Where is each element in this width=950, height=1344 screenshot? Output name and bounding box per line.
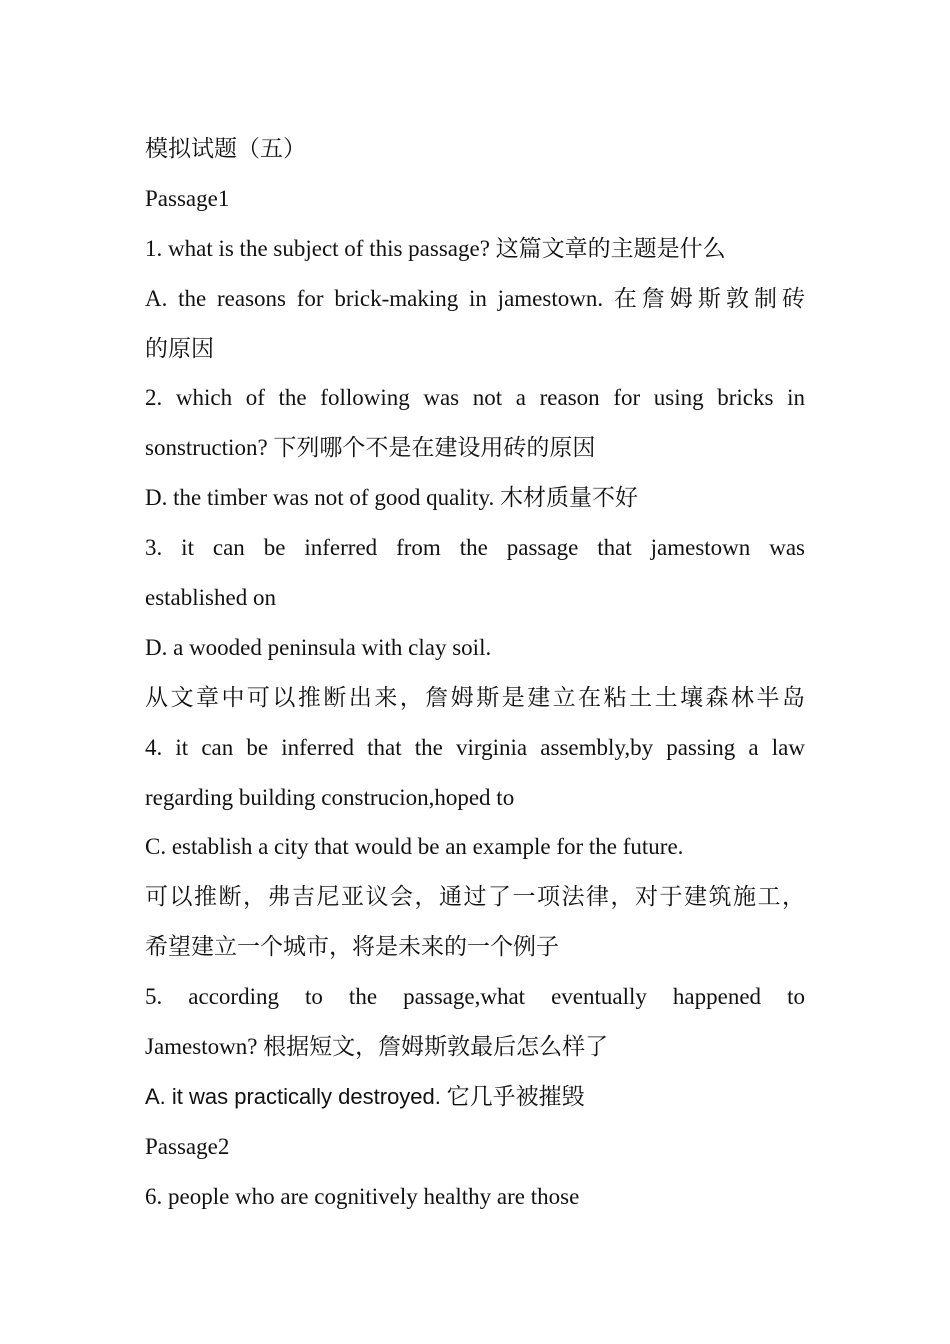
section-heading-passage2: Passage2 — [145, 1133, 230, 1159]
answer-1-continued: 的原因 — [145, 335, 214, 361]
answer-2: D. the timber was not of good quality. 木材质量不好 — [145, 485, 638, 511]
question-1: 1. what is the subject of this passage? 这篇文章的主题是什么 — [145, 235, 726, 261]
document-title: 模拟试题（五） — [145, 136, 306, 161]
answer-5 — [145, 1072, 805, 1122]
answer-3-translation: 从文章中可以推断出来，詹姆斯是建立在粘土土壤森林半岛 — [145, 684, 805, 710]
document-body — [145, 124, 805, 1222]
question-3-continued: established on — [145, 585, 276, 611]
question-5: 5. according to the passage,what eventually happened to — [145, 984, 805, 1010]
question-4-continued: regarding building construcion,hoped to — [145, 784, 515, 810]
question-6: 6. people who are cognitively healthy are those — [145, 1183, 580, 1209]
question-2-continued: sonstruction? 下列哪个不是在建设用砖的原因 — [145, 435, 596, 461]
answer-3: D. a wooded peninsula with clay soil. — [145, 634, 492, 660]
answer-4-translation-continued: 希望建立一个城市，将是未来的一个例子 — [145, 934, 559, 960]
answer-5-chinese: 它几乎被摧毁 — [440, 1083, 585, 1109]
question-3: 3. it can be inferred from the passage that jamestown was — [145, 535, 805, 561]
answer-1: A. the reasons for brick-making in jamestown. 在詹姆斯敦制砖 — [145, 285, 805, 311]
question-2: 2. which of the following was not a reason for using bricks in — [145, 385, 805, 411]
question-4: 4. it can be inferred that the virginia assembly,by passing a law — [145, 734, 805, 760]
section-heading-passage1: Passage1 — [145, 185, 230, 211]
answer-5-english: A. it was practically destroyed. — [145, 1083, 441, 1109]
question-5-continued: Jamestown? 根据短文，詹姆斯敦最后怎么样了 — [145, 1034, 609, 1060]
answer-4-translation: 可以推断，弗吉尼亚议会，通过了一项法律，对于建筑施工， — [145, 884, 805, 910]
answer-4: C. establish a city that would be an example for the future. — [145, 834, 684, 860]
